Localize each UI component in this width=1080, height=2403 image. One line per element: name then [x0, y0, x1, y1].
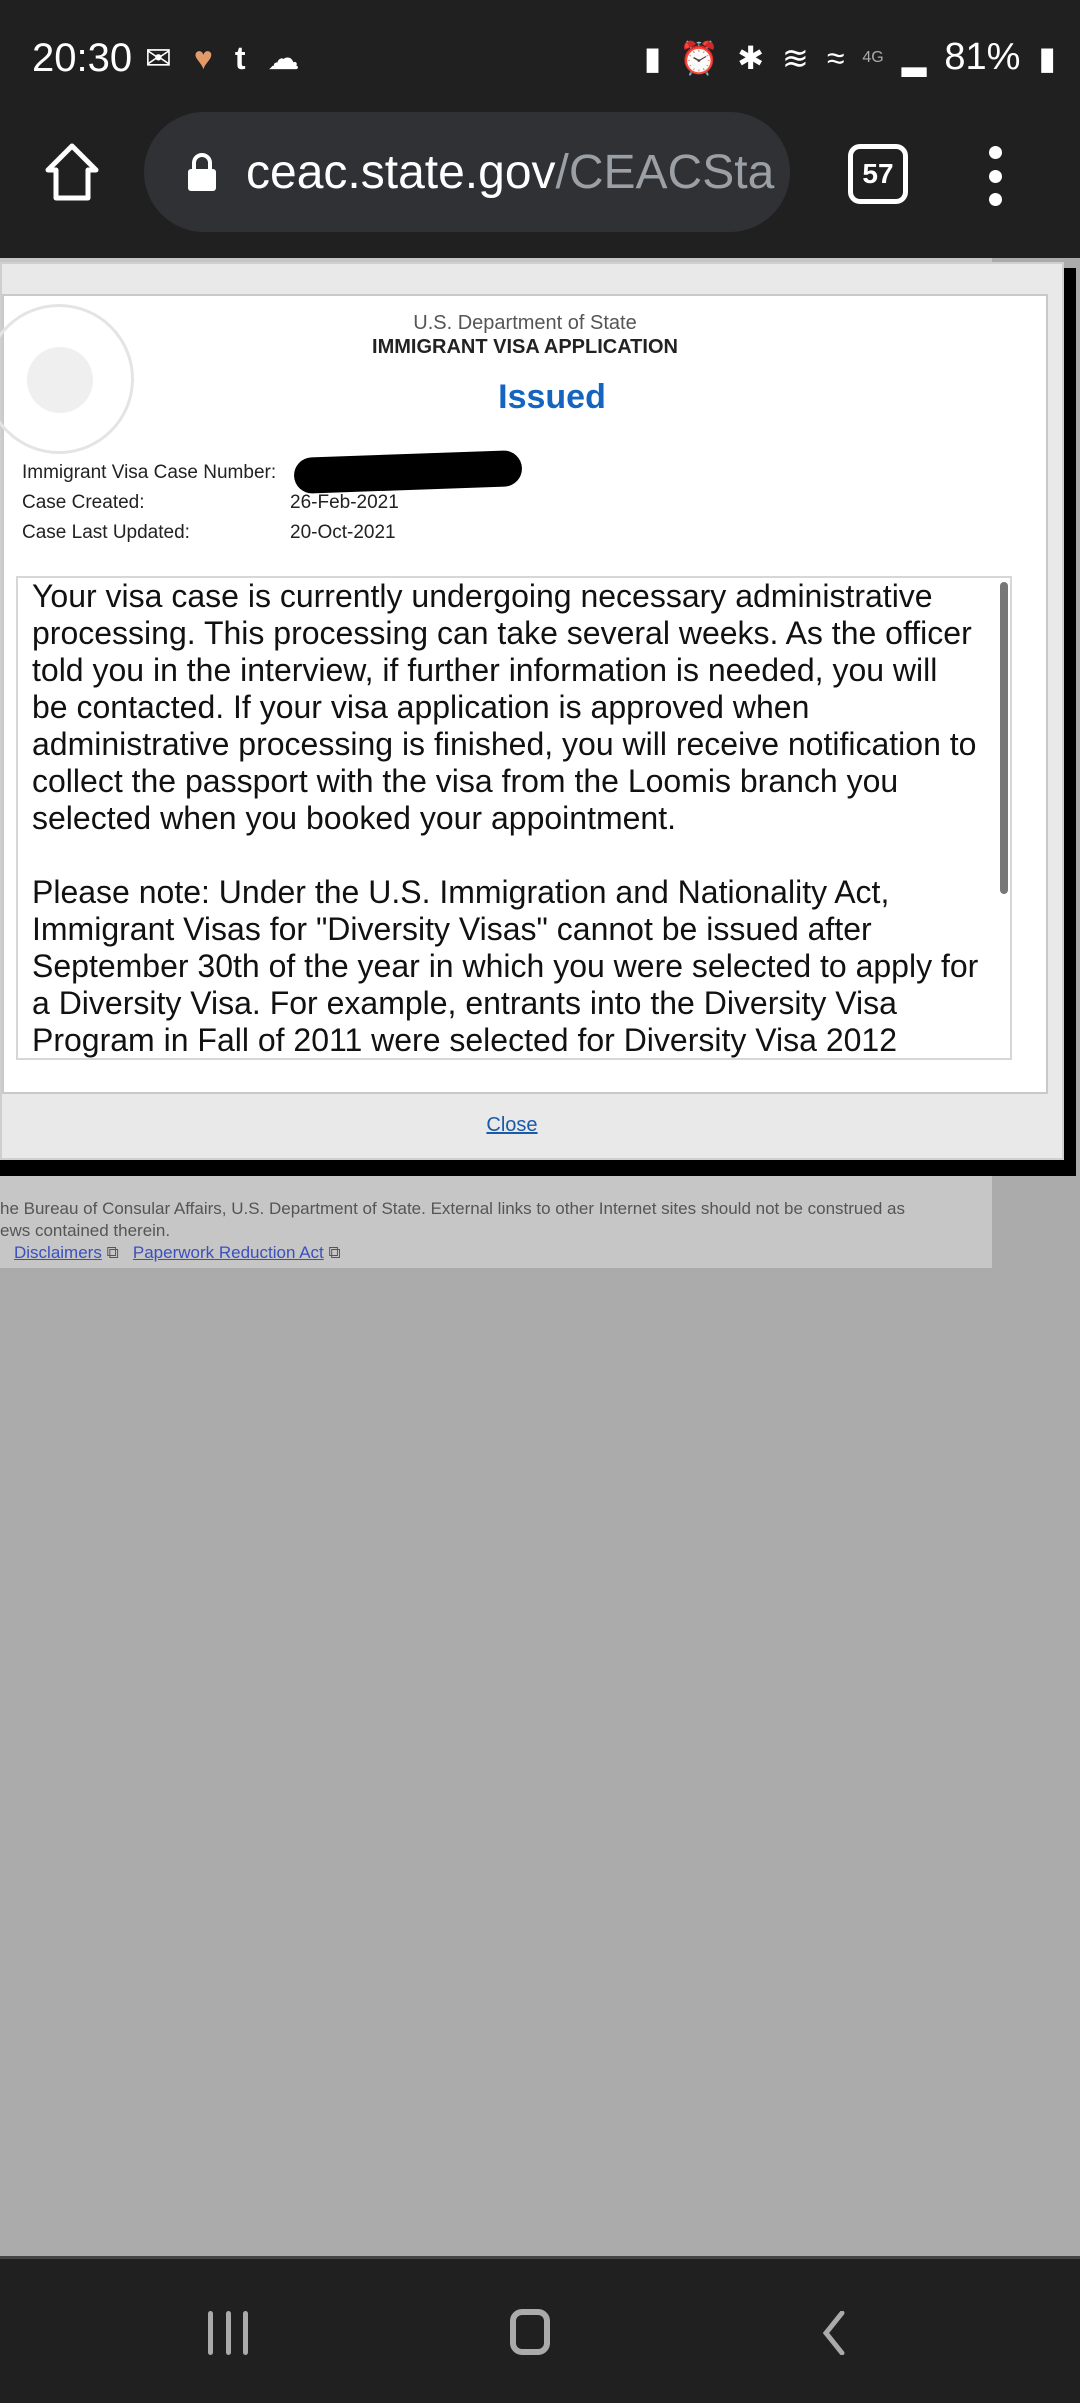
url-path: /CEACSta — [555, 145, 775, 199]
case-created-label: Case Created: — [22, 492, 145, 513]
home-icon[interactable] — [40, 140, 104, 204]
external-link-icon: ⧉ — [106, 1243, 119, 1262]
cloud-icon: ☁ — [267, 40, 300, 76]
lock-icon — [186, 152, 218, 192]
vibrate-icon: ≋ — [782, 39, 809, 76]
dialog-content — [2, 294, 1048, 1094]
footer-text: he Bureau of Consular Affairs, U.S. Department of State. External links to other Internet sites should not be construed as — [0, 1199, 905, 1218]
redacted-case-number — [293, 450, 522, 494]
status-heading: Issued — [498, 378, 606, 416]
url-host: ceac.state.gov — [246, 145, 556, 199]
mail-icon: ✉ — [145, 40, 172, 76]
clock: 20:30 — [32, 36, 133, 80]
address-bar[interactable] — [144, 112, 790, 232]
message-paragraph: Please note: Under the U.S. Immigration and Nationality Act, Immigrant Visas for "Diversity Visas" cannot be issued after September 30th of the year in which you were selected to apply for a Diversity Visa. For example, entrants into the Diversity Visa Program in Fall of 2011 were selected for Diversity Visa 2012 — [32, 874, 979, 1058]
status-message-box[interactable] — [16, 576, 1012, 1060]
case-updated-row — [22, 522, 396, 544]
case-updated-value: 20-Oct-2021 — [290, 522, 396, 543]
close-link[interactable]: Close — [486, 1114, 538, 1136]
android-nav-bar — [0, 2256, 1080, 2403]
battery-icon: ▮ — [1038, 39, 1056, 76]
back-button-icon[interactable] — [822, 2311, 846, 2355]
status-dialog — [0, 262, 1064, 1160]
alarm-icon: ⏰ — [679, 39, 720, 76]
footer-text: ews contained therein. — [0, 1221, 171, 1240]
case-number-label: Immigrant Visa Case Number: — [22, 462, 277, 483]
case-created-row — [22, 492, 399, 514]
signal-icon: ▂ — [901, 39, 927, 76]
page-footer — [0, 1198, 905, 1264]
url-text[interactable] — [246, 145, 774, 200]
external-link-icon: ⧉ — [328, 1243, 341, 1262]
case-number-row — [22, 462, 290, 484]
bluetooth-icon: ✱ — [737, 39, 764, 76]
health-heart-icon: ♥ — [193, 40, 213, 76]
paperwork-reduction-act-link[interactable]: Paperwork Reduction Act — [132, 1243, 324, 1262]
battery-percent: 81% — [944, 36, 1021, 78]
message-scrollbar[interactable] — [1000, 582, 1008, 894]
case-updated-label: Case Last Updated: — [22, 522, 190, 543]
more-menu-icon[interactable] — [980, 146, 1010, 206]
message-paragraph: Your visa case is currently undergoing necessary administrative processing. This processing can take several weeks. As the officer told you in the interview, if further information is needed, you will be contacted. If your visa application is approved when administrative processing is finished, you will receive notification to collect the passport with the visa from the Loomis branch you selected when you booked your appointment. — [32, 578, 977, 836]
battery-saver-icon: ▮ — [643, 39, 662, 76]
network-type: 4G — [862, 48, 884, 66]
home-button-icon[interactable] — [510, 2309, 550, 2355]
wifi-icon: ≈ — [826, 39, 845, 76]
recents-button-icon[interactable] — [208, 2311, 248, 2355]
department-name: U.S. Department of State — [413, 312, 637, 334]
case-created-value: 26-Feb-2021 — [290, 492, 399, 513]
disclaimers-link[interactable]: Disclaimers — [14, 1243, 102, 1262]
tumblr-icon: t — [234, 40, 246, 76]
web-page — [0, 258, 1080, 2254]
application-title: IMMIGRANT VISA APPLICATION — [372, 336, 678, 358]
tab-switcher-button[interactable]: 57 — [848, 144, 908, 204]
status-bar — [0, 0, 1080, 110]
browser-toolbar — [0, 110, 1080, 258]
